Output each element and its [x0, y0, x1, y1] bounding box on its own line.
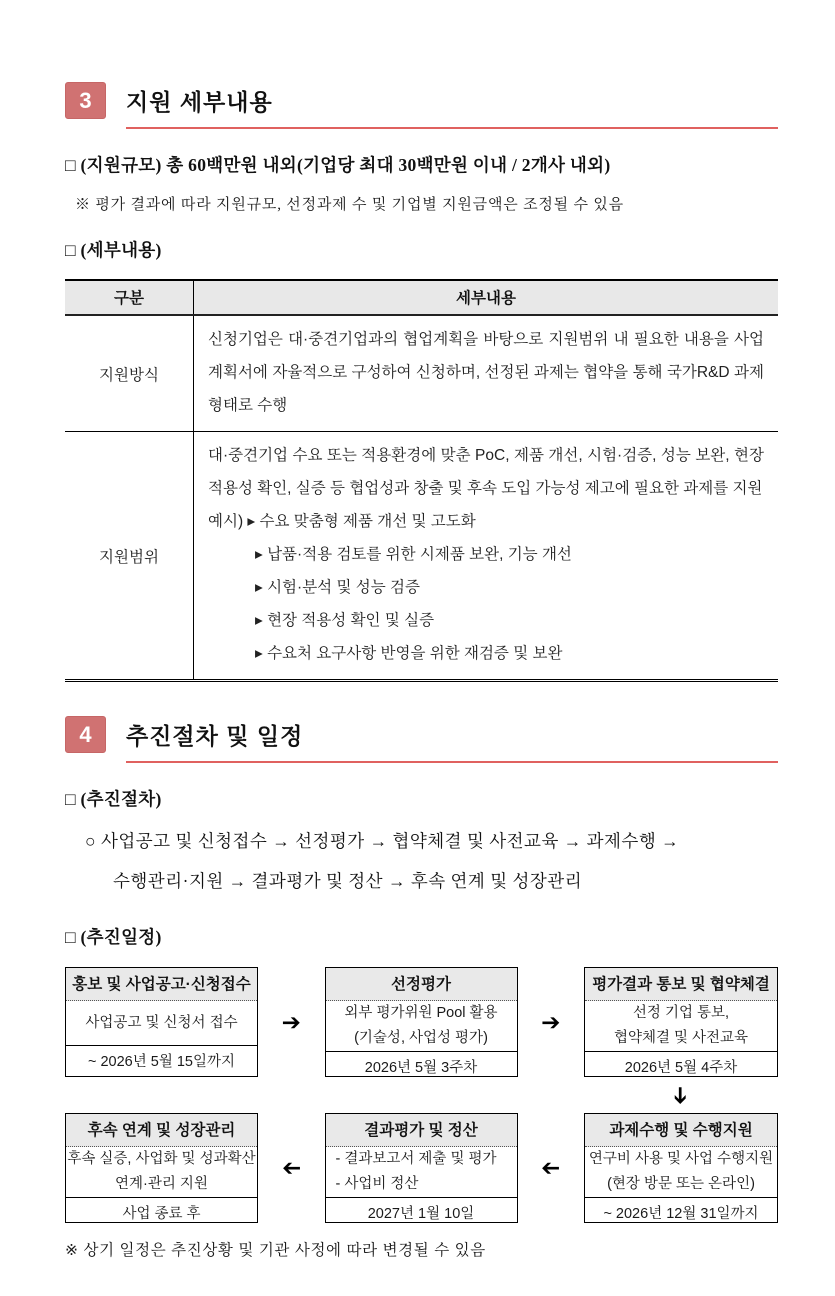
flow-box-body — [585, 1147, 777, 1197]
flow-box-selection-evaluation — [325, 967, 518, 1077]
schedule-label: □ (추진일정) — [65, 927, 162, 947]
support-detail-table — [65, 279, 778, 682]
flow-box-body-line: 연구비 사용 및 사업 수행지원 — [588, 1151, 774, 1167]
flow-box-body-line: 후속 실증, 사업화 및 성과확산 — [67, 1151, 256, 1167]
section3-title-underline — [126, 82, 778, 129]
flow-box-body-line: 선정 기업 통보, — [632, 1005, 730, 1021]
section4-number-badge: 4 — [65, 716, 106, 753]
procedure-line-2: 수행관리·지원 → 결과평가 및 정산 → 후속 연계 및 성장관리 — [113, 871, 583, 891]
flow-box-title: 홍보 및 사업공고·신청접수 — [66, 968, 257, 1001]
support-scale-note: ※ 평가 결과에 따라 지원규모, 선정과제 수 및 기업별 지원금액은 조정될 수 있음 — [75, 197, 624, 213]
support-scope-intro: 대·중견기업 수요 또는 적용환경에 맞춘 PoC, 제품 개선, 시험·검증, 성능 보완, 현장 적용성 확인, 실증 등 협업성과 창출 및 후속 도입 가능성 제고에 필요한 과제를 지원 — [208, 447, 764, 497]
table-header-row — [65, 280, 778, 315]
section4-header — [65, 716, 778, 763]
table-header-category: 구분 — [65, 280, 194, 315]
flow-box-body — [585, 1001, 777, 1051]
flow-box-date: 2027년 1월 10일 — [326, 1197, 517, 1228]
flow-box-result-notification — [584, 967, 778, 1077]
flow-box-body-line: (기술성, 사업성 평가) — [354, 1030, 488, 1046]
flow-box-body — [326, 1147, 517, 1197]
flow-box-body-line: - 사업비 정산 — [335, 1176, 419, 1192]
support-scope-example: 예시) ▸ 수요 맞춤형 제품 개선 및 고도화 — [208, 513, 476, 530]
row-category-support-method: 지원방식 — [65, 315, 194, 432]
section3-title: 지원 세부내용 — [126, 89, 273, 115]
flow-box-body-line: - 결과보고서 제출 및 평가 — [335, 1151, 497, 1167]
flow-box-body-line: 연계·관리 지원 — [115, 1176, 208, 1192]
flow-box-task-execution — [584, 1113, 778, 1223]
support-scope-bullet: ▸ 시험·분석 및 성능 검증 — [255, 579, 420, 596]
flow-box-date: 2026년 5월 4주차 — [585, 1051, 777, 1082]
procedure-line-1: ○ 사업공고 및 신청접수 → 선정평가 → 협약체결 및 사전교육 → 과제수행 → — [85, 831, 680, 851]
flow-box-date: ~ 2026년 12월 31일까지 — [585, 1197, 777, 1228]
arrow-down-icon: ➔ — [668, 1085, 695, 1105]
flow-box-body-line: 외부 평가위원 Pool 활용 — [344, 1005, 498, 1021]
table-row — [65, 432, 778, 681]
arrow-left-icon: ➔ — [541, 1155, 561, 1182]
flow-box-body-line: 협약체결 및 사전교육 — [613, 1030, 749, 1046]
flow-box-body-line: (현장 방문 또는 온라인) — [607, 1176, 755, 1192]
flow-box-follow-up — [65, 1113, 258, 1223]
flow-box-date: 2026년 5월 3주차 — [326, 1051, 517, 1082]
procedure-flow-text — [65, 821, 778, 901]
flow-box-body — [326, 1001, 517, 1051]
section3-number-badge: 3 — [65, 82, 106, 119]
flow-box-body — [66, 1001, 257, 1045]
flow-box-date: ~ 2026년 5월 15일까지 — [66, 1045, 257, 1076]
flow-box-title: 평가결과 통보 및 협약체결 — [585, 968, 777, 1001]
flow-box-body — [66, 1147, 257, 1197]
arrow-left-icon: ➔ — [281, 1155, 301, 1182]
schedule-change-footnote: ※ 상기 일정은 추진상황 및 기관 사정에 따라 변경될 수 있음 — [65, 1242, 486, 1259]
procedure-label: □ (추진절차) — [65, 789, 162, 809]
flow-box-announcement — [65, 967, 258, 1077]
flow-box-title: 후속 연계 및 성장관리 — [66, 1114, 257, 1147]
flow-box-title: 결과평가 및 정산 — [326, 1114, 517, 1147]
support-scale-line: □ (지원규모) 총 60백만원 내외(기업당 최대 30백만원 이내 / 2개사 내외) — [65, 155, 611, 175]
table-header-detail: 세부내용 — [194, 280, 779, 315]
support-scope-bullet: ▸ 현장 적용성 확인 및 실증 — [255, 612, 435, 629]
arrow-right-icon: ➔ — [281, 1008, 301, 1035]
support-scope-bullet: ▸ 납품·적용 검토를 위한 시제품 보완, 기능 개선 — [255, 546, 572, 563]
section4-title: 추진절차 및 일정 — [126, 723, 304, 749]
row-content-support-method — [194, 315, 779, 432]
flow-box-title: 과제수행 및 수행지원 — [585, 1114, 777, 1147]
flow-box-title: 선정평가 — [326, 968, 517, 1001]
section4-title-underline — [126, 716, 778, 763]
flow-box-date: 사업 종료 후 — [66, 1197, 257, 1228]
section3-header — [65, 82, 778, 129]
schedule-flow-diagram — [65, 967, 778, 1223]
support-method-text: 신청기업은 대·중견기업과의 협업계획을 바탕으로 지원범위 내 필요한 내용을 사업계획서에 자율적으로 구성하여 신청하며, 선정된 과제는 협약을 통해 국가R&D 과제 형태로 수행 — [208, 331, 764, 414]
flow-box-body-line: 사업공고 및 신청서 접수 — [85, 1014, 238, 1031]
table-row — [65, 315, 778, 432]
row-category-support-scope: 지원범위 — [65, 432, 194, 681]
row-content-support-scope — [194, 432, 779, 681]
support-scope-bullet: ▸ 수요처 요구사항 반영을 위한 재검증 및 보완 — [255, 645, 563, 662]
detail-content-label: □ (세부내용) — [65, 240, 162, 260]
arrow-right-icon: ➔ — [541, 1008, 561, 1035]
flow-box-result-evaluation — [325, 1113, 518, 1223]
